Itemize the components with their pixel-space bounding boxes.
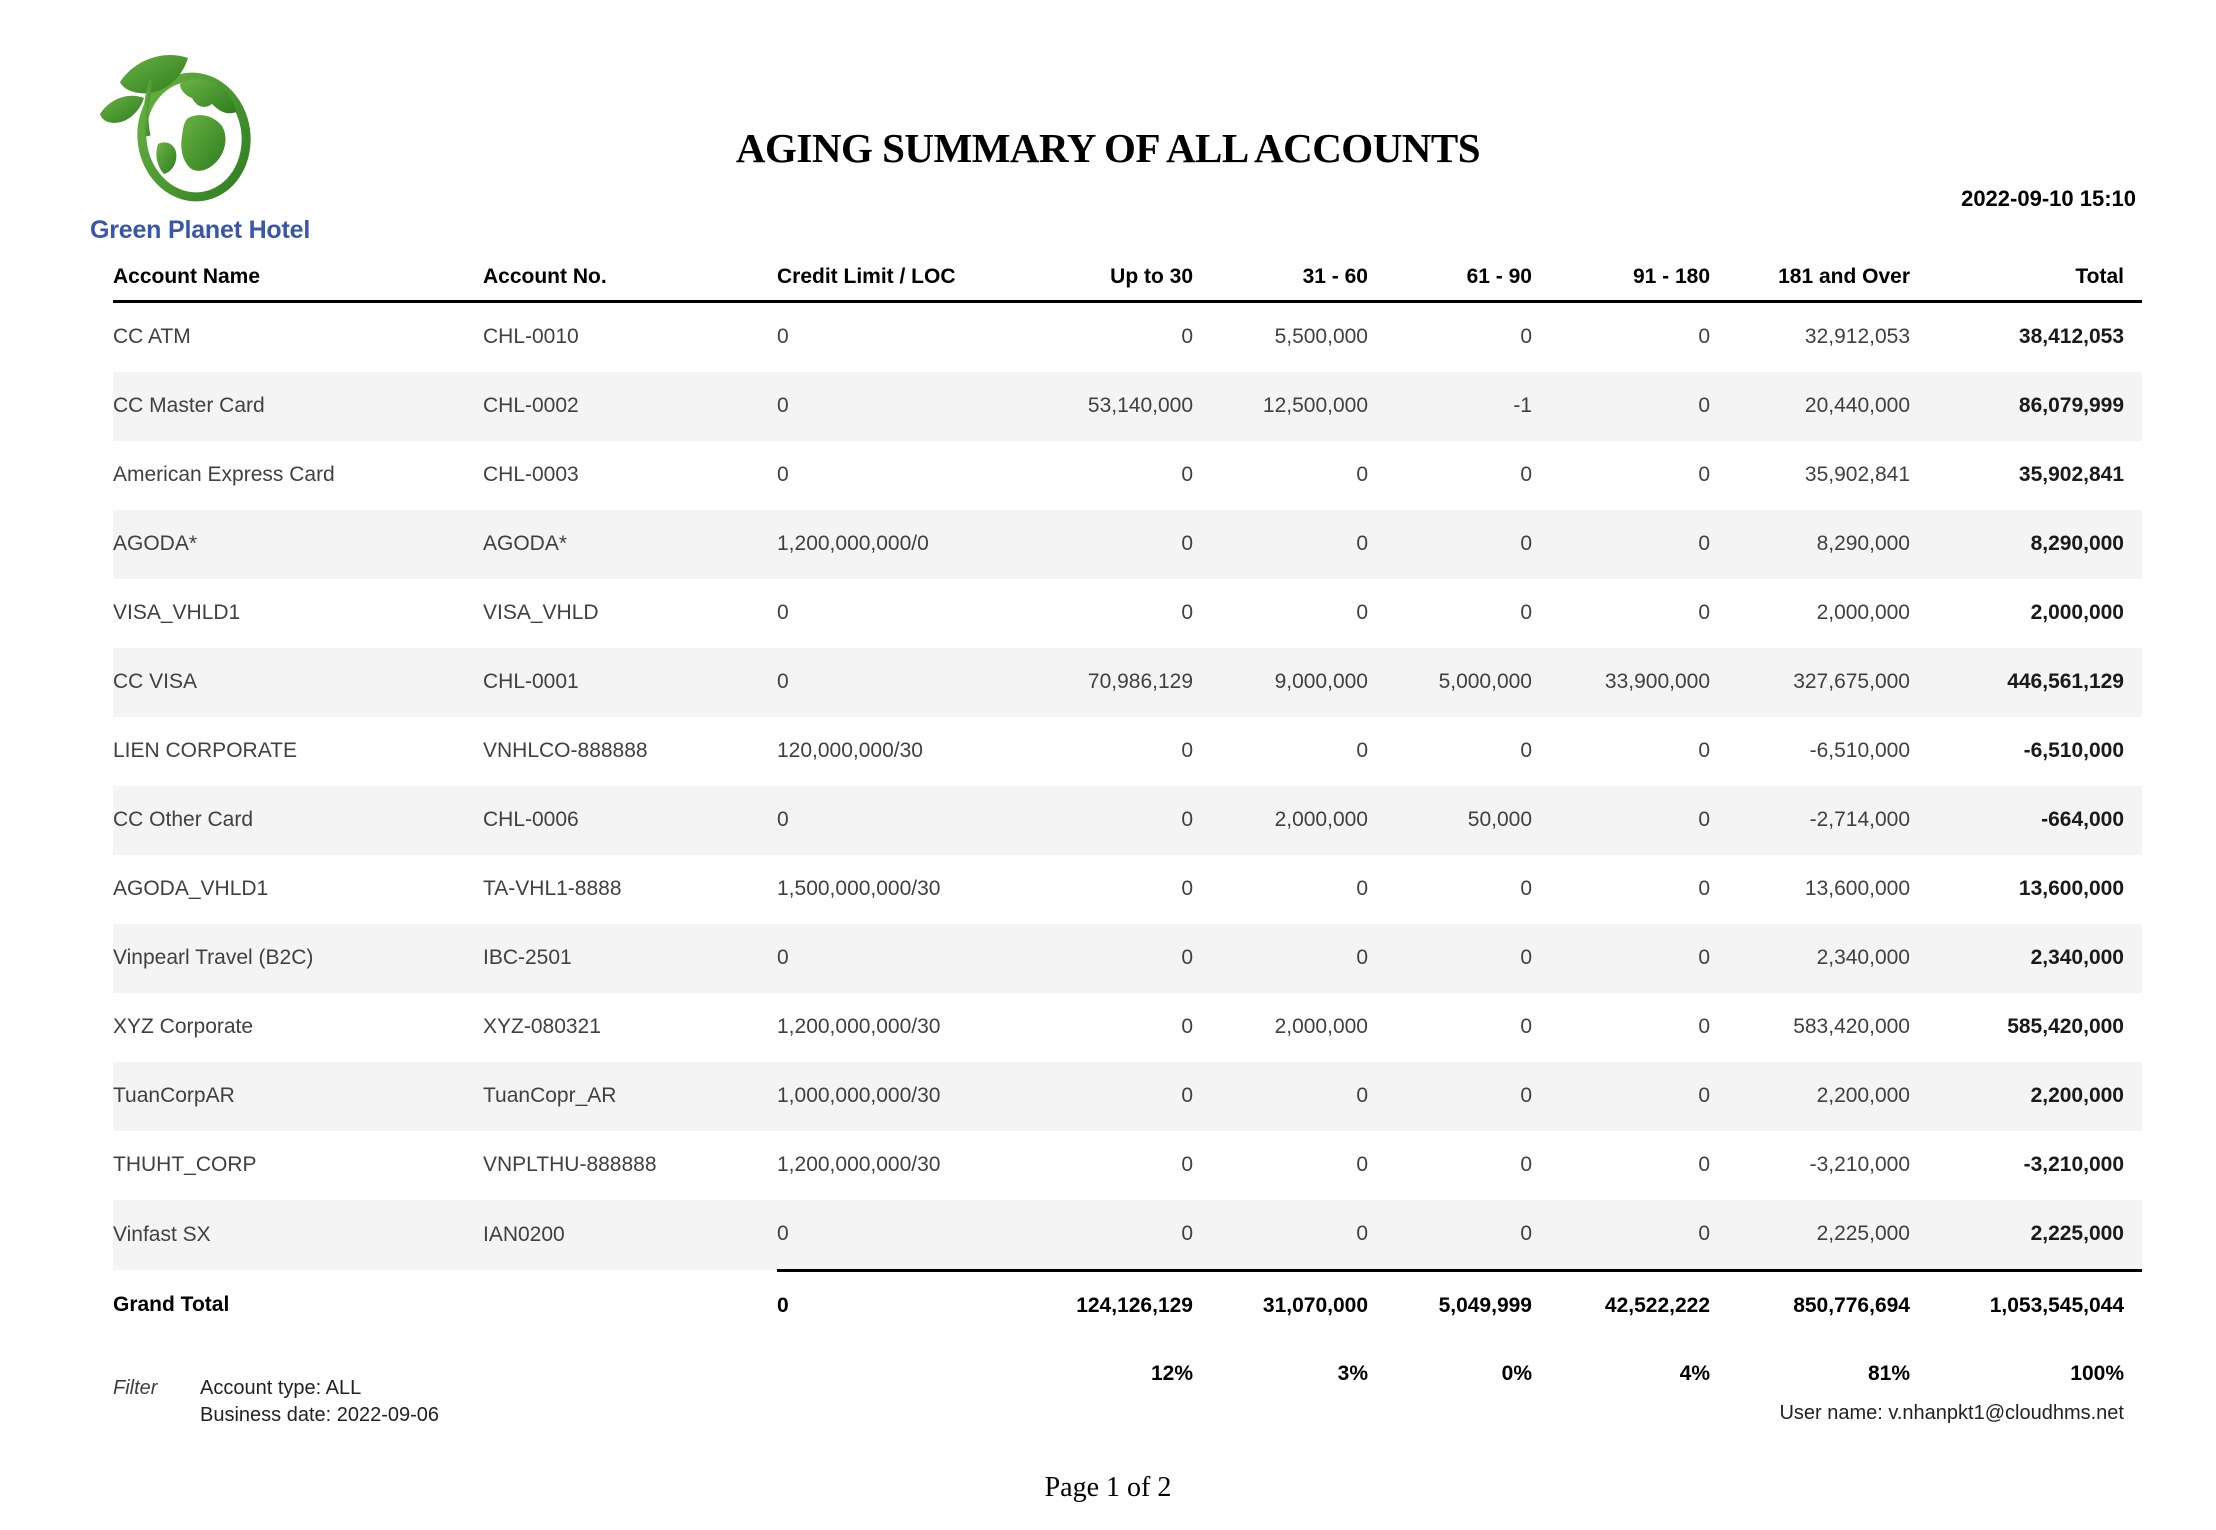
c91-180-cell: 0 [1698,394,1710,417]
total-cell: -3,210,000 [2023,1153,2124,1176]
c181-over-cell: -3,210,000 [1809,1153,1910,1176]
credit-limit-cell [777,1341,1057,1407]
total-cell: -664,000 [2041,808,2124,831]
table-row [113,786,2142,855]
upto30-cell: 0 [1181,325,1193,348]
account-name-cell: XYZ Corporate [113,1015,254,1038]
account-no-cell: VISA_VHLD [483,601,599,624]
c31-60-cell: 12,500,000 [1262,394,1368,417]
c61-90-cell: 0 [1520,739,1532,762]
c31-60-cell: 0 [1356,739,1368,762]
c61-90-cell: 0 [1520,1222,1532,1245]
c31-60-cell: 5,500,000 [1274,325,1368,348]
table-row [113,1131,2142,1200]
c181-over-cell: 35,902,841 [1804,463,1910,486]
table-row [113,993,2142,1062]
upto30-cell: 0 [1181,463,1193,486]
total-cell: 38,412,053 [2018,325,2124,348]
credit-limit-cell: 0 [777,946,789,969]
credit-limit-cell: 0 [777,1222,789,1245]
c181-over-cell: 20,440,000 [1804,394,1910,417]
total-cell: 86,079,999 [2018,394,2124,417]
c31-60-cell: 0 [1356,1153,1368,1176]
column-header-c91-180-cell: 91 - 180 [1532,255,1710,301]
generated-timestamp: 2022-09-10 15:10 [1961,186,2136,211]
account-no-cell: CHL-0002 [483,394,579,417]
c91-180-cell: 0 [1698,1222,1710,1245]
column-header-total-cell: Total [1910,255,2142,301]
credit-limit-cell: 0 [777,808,789,831]
credit-limit-cell: 1,500,000,000/30 [777,877,941,900]
c31-60-cell: 2,000,000 [1274,1015,1368,1038]
c31-60-cell: 0 [1356,463,1368,486]
c61-90-cell: 0 [1520,463,1532,486]
c91-180-cell: 0 [1698,877,1710,900]
c31-60-cell: 9,000,000 [1274,670,1368,693]
c91-180-cell: 33,900,000 [1604,670,1710,693]
upto30-cell: 0 [1181,601,1193,624]
total-cell: 446,561,129 [2007,670,2124,693]
c91-180-cell: 0 [1698,532,1710,555]
c31-60-cell: 31,070,000 [1193,1270,1368,1341]
upto30-cell: 0 [1181,739,1193,762]
c181-over-cell: 583,420,000 [1793,1015,1910,1038]
c181-over-cell: 81% [1867,1361,1910,1385]
account-no-cell: CHL-0001 [483,670,579,693]
table-row [113,301,2142,372]
account-no-cell: VNHLCO-888888 [483,739,648,762]
upto30-cell: 124,126,129 [1057,1270,1193,1341]
account-name-cell: CC Master Card [113,394,265,417]
c31-60-cell: 2,000,000 [1274,808,1368,831]
account-no-cell: TA-VHL1-8888 [483,877,622,900]
account-name-cell: CC ATM [113,325,191,348]
column-header-upto30-cell: Up to 30 [1057,255,1193,301]
total-cell: 100% [2070,1361,2124,1385]
column-header-account-no-cell: Account No. [483,255,777,301]
column-header-account-name-cell: Account Name [113,255,483,301]
account-name-cell: CC VISA [113,670,198,693]
account-name-cell: LIEN CORPORATE [113,739,297,762]
credit-limit-cell: 1,000,000,000/30 [777,1084,941,1107]
total-cell: -6,510,000 [2023,739,2124,762]
c31-60-cell: 0 [1356,601,1368,624]
account-no-cell: CHL-0006 [483,808,579,831]
c91-180-cell: 0 [1698,1015,1710,1038]
c91-180-cell: 0 [1698,946,1710,969]
table-row [113,372,2142,441]
c31-60-cell: 0 [1356,532,1368,555]
total-cell: 2,200,000 [2030,1084,2124,1107]
page-number: Page 1 of 2 [1044,1472,1172,1503]
c31-60-cell: 0 [1356,946,1368,969]
filter-label: Filter [113,1377,158,1399]
table-body [113,301,2142,1407]
c61-90-cell: 0 [1520,946,1532,969]
page-title: AGING SUMMARY OF ALL ACCOUNTS [735,125,1481,171]
c181-over-cell: 32,912,053 [1804,325,1910,348]
c31-60-cell: 3% [1337,1361,1368,1385]
account-name-cell: Grand Total [113,1293,230,1317]
total-cell: 585,420,000 [2007,1015,2124,1038]
table-row [113,579,2142,648]
account-no-cell [483,1270,777,1341]
filter-business-date: Business date: 2022-09-06 [200,1404,440,1426]
c61-90-cell: 5,000,000 [1438,670,1532,693]
account-no-cell: IAN0200 [483,1222,565,1246]
table-row [113,441,2142,510]
upto30-cell: 0 [1181,1084,1193,1107]
account-name-cell: Vinfast SX [113,1222,211,1246]
c91-180-cell: 0 [1698,1153,1710,1176]
credit-limit-cell: 0 [777,394,789,417]
c181-over-cell: 8,290,000 [1816,532,1910,555]
c61-90-cell: 0 [1520,532,1532,555]
c61-90-cell: 0 [1520,1153,1532,1176]
c61-90-cell: 0% [1501,1361,1532,1385]
c181-over-cell: 850,776,694 [1710,1270,1910,1341]
credit-limit-cell: 0 [777,601,789,624]
account-name-cell: VISA_VHLD1 [113,601,241,624]
credit-limit-cell: 1,200,000,000/30 [777,1153,941,1176]
table-row [113,648,2142,717]
account-name-cell: AGODA* [113,532,198,555]
c181-over-cell: 2,200,000 [1816,1084,1910,1107]
c61-90-cell: 0 [1520,1084,1532,1107]
table-header-row [113,255,2142,301]
brand-name: Green Planet Hotel [90,216,311,244]
grand-total-row [113,1270,2142,1341]
account-no-cell: CHL-0010 [483,325,579,348]
c61-90-cell: -1 [1513,394,1532,417]
table-row [113,510,2142,579]
c61-90-cell: 0 [1520,325,1532,348]
column-header-credit-limit-cell: Credit Limit / LOC [777,255,1057,301]
upto30-cell: 0 [1181,877,1193,900]
credit-limit-cell: 0 [777,463,789,486]
column-header-c61-90-cell: 61 - 90 [1368,255,1532,301]
table-row [113,855,2142,924]
credit-limit-cell: 0 [777,325,789,348]
c91-180-cell: 0 [1698,325,1710,348]
c61-90-cell: 0 [1520,877,1532,900]
total-cell: 1,053,545,044 [1910,1270,2142,1341]
column-header-c181-over-cell: 181 and Over [1710,255,1910,301]
account-no-cell: AGODA* [483,532,568,555]
c91-180-cell: 0 [1698,463,1710,486]
account-no-cell: IBC-2501 [483,946,572,969]
c181-over-cell: 2,225,000 [1816,1222,1910,1245]
table-row [113,1200,2142,1271]
total-cell: 13,600,000 [2018,877,2124,900]
upto30-cell: 0 [1181,1222,1193,1245]
upto30-cell: 12% [1150,1361,1193,1385]
c31-60-cell: 0 [1356,877,1368,900]
account-name-cell: THUHT_CORP [113,1153,257,1176]
table-row [113,924,2142,993]
c31-60-cell: 0 [1356,1084,1368,1107]
c91-180-cell: 0 [1698,601,1710,624]
c91-180-cell: 0 [1698,739,1710,762]
c61-90-cell: 0 [1520,601,1532,624]
account-name-cell: TuanCorpAR [113,1084,235,1107]
c61-90-cell: 5,049,999 [1368,1270,1532,1341]
account-name-cell: American Express Card [113,463,335,486]
c181-over-cell: 327,675,000 [1793,670,1910,693]
upto30-cell: 0 [1181,532,1193,555]
c91-180-cell: 42,522,222 [1532,1270,1710,1341]
account-no-cell: TuanCopr_AR [483,1084,617,1107]
account-name-cell: AGODA_VHLD1 [113,877,269,900]
upto30-cell: 0 [1181,1015,1193,1038]
upto30-cell: 0 [1181,946,1193,969]
total-cell: 2,000,000 [2030,601,2124,624]
c61-90-cell: 50,000 [1467,808,1532,831]
c181-over-cell: 2,000,000 [1816,601,1910,624]
account-no-cell: XYZ-080321 [483,1015,601,1038]
c181-over-cell: -2,714,000 [1809,808,1910,831]
total-cell: 2,225,000 [2030,1222,2124,1245]
table-row [113,717,2142,786]
credit-limit-cell: 120,000,000/30 [777,739,923,762]
credit-limit-cell: 0 [777,1270,1057,1341]
account-no-cell: CHL-0003 [483,463,579,486]
filter-account-type: Account type: ALL [200,1377,362,1399]
c181-over-cell: -6,510,000 [1809,739,1910,762]
aging-summary-table [113,255,2142,1407]
c91-180-cell: 4% [1679,1361,1710,1385]
credit-limit-cell: 1,200,000,000/30 [777,1015,941,1038]
c31-60-cell: 0 [1356,1222,1368,1245]
aging-table [113,255,2142,1407]
upto30-cell: 0 [1181,1153,1193,1176]
account-name-cell: CC Other Card [113,808,254,831]
total-cell: 35,902,841 [2018,463,2124,486]
table-row [113,1062,2142,1131]
total-cell: 8,290,000 [2030,532,2124,555]
account-name-cell: Vinpearl Travel (B2C) [113,946,314,969]
upto30-cell: 70,986,129 [1087,670,1193,693]
c91-180-cell: 0 [1698,1084,1710,1107]
upto30-cell: 53,140,000 [1087,394,1193,417]
c181-over-cell: 13,600,000 [1804,877,1910,900]
credit-limit-cell: 1,200,000,000/0 [777,532,929,555]
c91-180-cell: 0 [1698,808,1710,831]
c61-90-cell: 0 [1520,1015,1532,1038]
credit-limit-cell: 0 [777,670,789,693]
upto30-cell: 0 [1181,808,1193,831]
account-no-cell: VNPLTHU-888888 [483,1153,657,1176]
column-header-c31-60-cell: 31 - 60 [1193,255,1368,301]
total-cell: 2,340,000 [2030,946,2124,969]
user-name: User name: v.nhanpkt1@cloudhms.net [1779,1402,2124,1424]
c181-over-cell: 2,340,000 [1816,946,1910,969]
